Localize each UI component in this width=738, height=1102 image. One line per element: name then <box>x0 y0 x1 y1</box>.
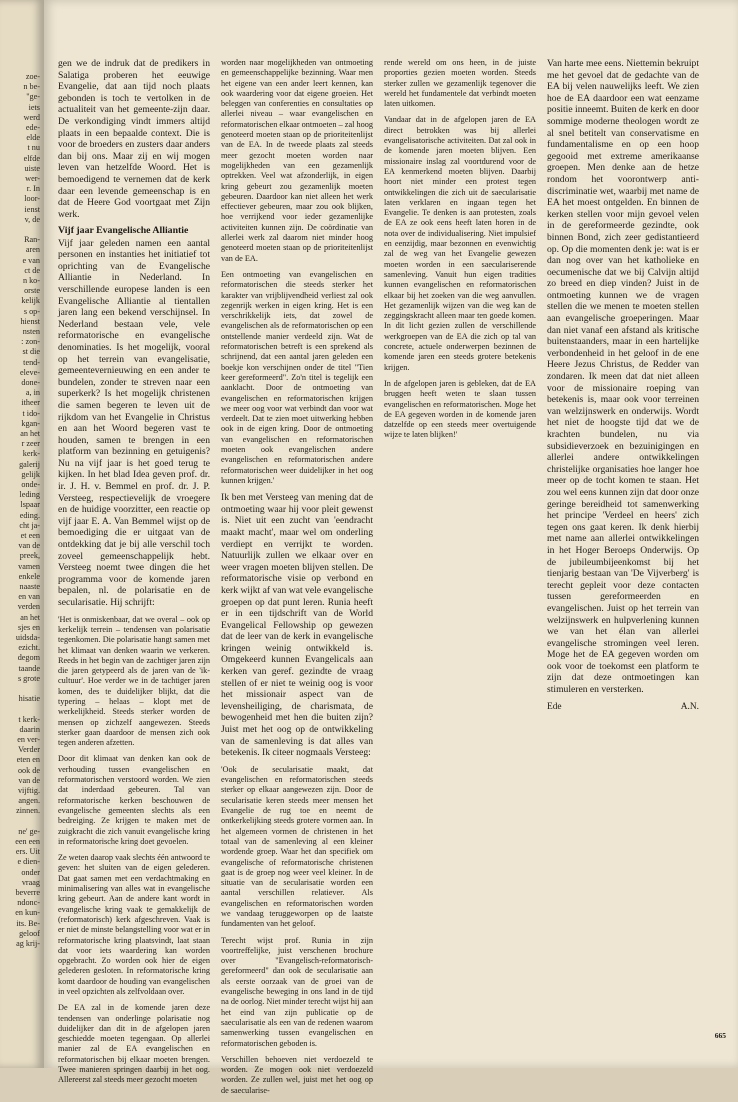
prev-page-fragment: orste <box>24 286 40 296</box>
prev-page-fragment: uidsda- <box>15 633 40 642</box>
prev-page-fragment: t kerk- <box>18 714 40 724</box>
prev-page-fragment: lspaar <box>20 500 40 510</box>
prev-page-fragment: eten en <box>16 755 40 765</box>
prev-page-fragment: Ran- <box>24 235 40 245</box>
section-heading: Vijf jaar Evangelische Alliantie <box>58 225 189 237</box>
prev-page-fragment: en ver- <box>17 735 40 744</box>
quote-paragraph: Ze weten daarop vaak slechts één antwoord te geven: het sluiten van de eigen gelederen. Dat gaat samen met een verdachtmaking en minimalisering van alles wat in evangelische kring gebeurt. Aan de andere kant wordt in evangelische kring vaak te gemakkelijk de (reformatorisch) kerk afgeschreven. Vaak is er niet de minste belangstelling voor wat er in reformatorische kring plaatsvindt, laat staan dat voor iets waardering kan worden opgebracht. Zo worden ook hier de eigen gelederen gesloten. In reformatorische kring komt daardoor de houding van evangelischen in veel opzichten als zelfvoldaan over. <box>58 853 210 996</box>
quote-paragraph: rende wereld om ons heen, in de juiste proporties gezien moeten worden. Steeds sterker zullen we gezamenlijk tegenover die wereld het fundamentele dat verbindt moeten laten uitkomen. <box>384 58 536 109</box>
prev-page-fragment: ag krij- <box>16 939 40 948</box>
prev-page-fragment: Verder <box>18 745 40 755</box>
quote-paragraph: 'Ook de secularisatie maakt, dat evangelischen en reformatorischen steeds sterker op elkaar aangewezen zijn. Door de secularisatie keren steeds meer mensen het Evangelie de rug toe en neemt de ontkerkelijking steeds grotere vormen aan. In het algemeen vormen de christenen in het totaal van de samenleving al een kleiner wordende groep. Waar het dan specifiek om evangelische of reformatorische christenen gaat is de groep nog weer veel kleiner. In de situatie van de secularisatie worden een aantal verschillen relatiever. Als evangelischen en reformatorischen worden we vandaag teruggeworpen op de laatste fundamenten van het geloof. <box>221 764 373 929</box>
prev-page-fragment: ndonc- <box>17 898 40 908</box>
prev-page-fragment: vraag <box>21 877 40 887</box>
signature-place: Ede <box>547 701 562 712</box>
prev-page-fragment: verden <box>17 602 40 612</box>
prev-page-fragment: t nu <box>27 143 40 153</box>
paragraph: Ik ben met Versteeg van mening dat de ontmoeting waar hij voor pleit gewenst is. Niet uit een zucht van 'eendracht maakt macht', maar wel om onderling verdiept en verrijkt te worden. Natuurlijk zullen we elkaar over en weer vragen moeten blijven stellen. De reformatorische visie op verbond en kerk wijkt af van wat vele evangelische groepen op dat punt leren. Runia heeft er in een tijdschrift van de World Evangelical Fellowship op gewezen dat de leer van de kerk in evangelische kringen weinig ontwikkeld is. Omgekeerd kunnen Evangelicals aan kerken van geref. gezindte de vraag stellen of er niet te weinig oog is voor het missionair aspect van de levensheiliging, de charismata, de bewogenheid met hen die buiten zijn? Juist met het oog op de ontwikkeling van de samenleving is dat alles van betekenis. Ik citeer nogmaals Versteeg: <box>221 492 373 759</box>
prev-page-fragment: done- <box>21 378 40 387</box>
prev-page-fragment: eleve- <box>20 367 40 377</box>
prev-page-fragment: elde <box>26 133 40 143</box>
quote-paragraph: Verschillen behoeven niet verdoezeld te worden. Ze mogen ook niet verdoezeld worden. Ze zullen wel, juist met het oog op de saecularise- <box>221 1054 373 1095</box>
prev-page-fragment: van de <box>18 541 40 551</box>
prev-page-fragment: ienst <box>24 204 40 214</box>
prev-page-fragment: leding <box>19 490 40 500</box>
prev-page-fragment: elfde <box>23 153 40 163</box>
prev-page-fragment: "ge- <box>26 92 40 102</box>
quote-paragraph: Een ontmoeting van evangelischen en reformatorischen die steeds sterker het karakter van vrijblijvendheid verliest zal ook zegenrijk werken in eigen kring. Het is een verschrikkelijk iets, dat zowel de evangelischen als de reformatorischen op een ontstellende manier verdeeld zijn. Wat de reformatorischen betreft is een sprekend als schrijnend, dat een aantal jaren geleden een boekje kon verschijnen onder de titel "Tien keer gereformeerd". Zo'n titel is tegelijk een aanklacht. Door de ontmoeting van evangelischen en reformatorischen krijgen we meer oog voor wat verbindt dan voor wat verdeelt. Dat te zien moet uitwerking hebben ook in de eigen kring. Door de ontmoeting van evangelischen en reformatorischen moeten ook evangelischen andere evangelischen en reformatorischen andere reformatorischen weer duidelijker in het oog kunnen krijgen.' <box>221 269 373 485</box>
prev-page-fragment: kerk- <box>22 449 40 459</box>
prev-page-fragment: vijftig. <box>17 786 40 795</box>
prev-page-fragment: kelijk <box>21 296 40 306</box>
prev-page-fragment: galerij <box>19 459 40 469</box>
prev-page-fragment: n ko- <box>22 276 40 285</box>
prev-page-fragment: tend- <box>23 357 40 367</box>
quote-paragraph: Door dit klimaat van denken kan ook de verhouding tussen evangelischen en reformatorischen verstoord worden. We zien dat inderdaad gebeuren. Tal van reformatorische kerken beschouwen de evangelische gemeenten slechts als een bedreiging. Ze krijgen te maken met de zuigkracht die zich vanuit evangelische kring in reformatorische kring doet gevoelen. <box>58 754 210 846</box>
column-1 <box>58 58 210 1092</box>
prev-page-fragment: wer- <box>25 174 40 183</box>
prev-page-fragment: iets <box>28 102 40 112</box>
paragraph: gen we de indruk dat de predikers in Salatiga proberen het eeuwige Evangelie, dat aan tijd noch plaats gebonden is toch te vertolken in de actualiteit van het gemeente-zijn daar. De verkondiging vindt immers altijd plaats in een bepaalde context. Die is voor de broeders en zusters daar anders dan bij ons. Maar zij en wij mogen leven van hetzelfde Woord. Het is bemoedigend te vernemen dat de kerk daar een levende gemeenschap is en dat de Heere God voortgaat met Zijn werk. <box>58 58 210 220</box>
prev-page-fragment: hisatie <box>18 694 40 704</box>
prev-page-fragment: daarin <box>19 724 40 734</box>
quote-paragraph: Terecht wijst prof. Runia in zijn voortreffelijke, juist verschenen brochure over "Evangelisch-reformatorisch-gereformeerd" dan ook de secularisatie aan als eerste oorzaak van de groei van de evangelische beweging in ons land in de tijd na de oorlog. Niet minder terecht wijst hij aan het eind van zijn publicatie op de saecularisatie als een van de redenen waarom samenwerking tussen evangelischen en reformatorischen geboden is. <box>221 935 373 1048</box>
prev-page-fragment: beverre <box>15 888 40 897</box>
quote-paragraph: 'Het is onmiskenbaar, dat we overal – ook op kerkelijk terrein – tendensen van polarisatie tegenkomen. Die polarisatie hangt samen met het klimaat van denken waarin we verkeren. Reeds in het begin van de zachtiger jaren zijn die jaren getypeerd als de jaren van de 'ik-cultuur'. Hoe verder we in de tachtiger jaren komen, des te duidelijker blijkt, dat die typering – helaas – klopt met de werkelijkheid. Steeds sterker worden de mensen op zichzelf aangewezen. Steeds sterker gaan daardoor de mensen zich ook tegen anderen afzetten. <box>58 614 210 748</box>
prev-page-fragment: preek, <box>19 551 40 561</box>
prev-page-fragment: ook de <box>17 765 40 775</box>
prev-page-fragment: angen. <box>18 796 40 806</box>
prev-page-fragment: itheer <box>21 398 40 408</box>
prev-page-fragment: s grote <box>17 673 40 683</box>
prev-page-fragment: r. In <box>26 184 40 194</box>
prev-page-fragment: onder <box>21 867 40 877</box>
prev-page-fragment: enkele <box>18 571 40 581</box>
prev-page-fragment: st die <box>22 347 40 357</box>
prev-page-fragment: ede- <box>25 123 40 132</box>
prev-page-fragment: taande <box>18 663 40 673</box>
prev-page-fragment: vamen <box>18 561 40 571</box>
prev-page-fragment: t ido- <box>22 408 40 418</box>
prev-page-fragment: sjes en <box>17 622 40 632</box>
prev-page-fragment: geloof <box>19 928 40 938</box>
previous-page-edge <box>0 0 44 1068</box>
prev-page-fragment: uiste <box>24 163 40 173</box>
signature <box>547 702 699 712</box>
prev-page-fragment: zoe- <box>25 72 40 81</box>
magazine-page <box>44 0 738 1095</box>
prev-page-fragment: e van <box>22 255 40 265</box>
prev-page-fragment: werd <box>23 112 40 122</box>
prev-page-fragment: eding. <box>19 510 40 520</box>
prev-page-fragment: gelijk <box>21 469 40 479</box>
prev-page-fragment: et een <box>20 531 40 540</box>
prev-page-fragment: van de <box>18 775 40 785</box>
prev-page-fragment: : zon- <box>21 337 40 347</box>
prev-page-fragment: ne' ge- <box>18 826 40 836</box>
prev-page-fragment: en van <box>18 592 40 602</box>
prev-page-fragment: r zeer <box>21 439 40 449</box>
quote-paragraph: Vandaar dat in de afgelopen jaren de EA direct betrokken was bij allerlei evangelisatorische activiteiten. Dat zal ook in de komende jaren moeten blijven. Een missionaire inslag zal voortdurend voor de EA kenmerkend moeten blijven. Daarbij hoort niet minder een protest tegen ontwikkelingen die zich uit de saecularisatie laten verklaren en ingaan tegen het Evangelie. Te denken is aan protesten, zoals de EA ze ook eens heeft laten horen in de nota over de individualisering. Niet impulsief en eenzijdig, maar bezonnen en evenwichtig zal de weg van het Evangelie gewezen moeten worden in een saeculariserende samenleving. Vanuit hun eigen tradities kunnen evangelischen en reformatorischen elkaar bij het zoeken van die weg aanvullen. Het gezamenlijk wijzen van die weg kan de zeggingskracht alleen maar ten goede komen. In dit licht gezien zullen de verschillende werkgroepen van de EA die zich op tal van concrete, actuele onderwerpen bezinnen de komende jaren een steeds grotere betekenis krijgen. <box>384 115 536 372</box>
prev-page-fragment: its. Be- <box>16 918 40 928</box>
prev-page-fragment: en kun- <box>15 908 40 918</box>
prev-page-fragment: e dien- <box>17 857 40 867</box>
prev-page-fragment: nsten <box>22 327 40 336</box>
prev-page-fragment: kgan- <box>21 418 40 428</box>
prev-page-fragment: n be- <box>23 82 40 92</box>
prev-page-fragment: degom <box>17 653 40 663</box>
signature-author: A.N. <box>680 701 699 712</box>
prev-page-fragment: a, in <box>25 388 40 398</box>
prev-page-fragment: cht ja- <box>19 520 40 530</box>
column-2 <box>221 58 373 1102</box>
prev-page-fragment: zinnen. <box>16 806 40 816</box>
prev-page-fragment: onde- <box>21 480 40 489</box>
prev-page-fragment: s op- <box>23 306 40 316</box>
prev-page-fragment: v, de <box>24 214 40 224</box>
prev-page-fragment: an het <box>20 429 40 438</box>
prev-page-fragment: aren <box>25 245 40 255</box>
paragraph: Van harte mee eens. Niettemin bekruipt me het gevoel dat de gedachte van de EA bij velen nauwelijks leeft. We zien hoe de EA daardoor een wat eenzame positie inneemt. Buiten de kerk en door sommige moderne theologen wordt ze al snel betitelt van conservatisme en fundamentalisme en op een hoop gegooid met extreme amerikaanse groepen. Men denke aan de hetze rondom het voorontwerp anti-discriminatie wet, waarbij met name de EA het moest ontgelden. En binnen de kerken stellen voor mijn gevoel velen in de gereformeerde gezindte, ook binnen Bond, zich zeer gedistantieerd op. Op die momenten denk je: wat is er dan nog over van het katholieke en oecumenische dat we bij Calvijn altijd zo breed en diep vinden? Juist in de ontmoeting kunnen we de vragen stellen die we menen te moeten stellen aan evangelische groeperingen. Maar dan niet vanaf een afstand als kritische buitenstaanders, maar in een hartelijke verbondenheid in het geloof in de ene Heere Jezus Christus, de Redder van zondaren. Ik meen dat dat niet alleen voor de missionaire roeping van betekenis is, maar ook voor terreinen van welzijnswerk en onderwijs. Wordt het niet de hoogste tijd dat we de krachten bundelen, nu via subsidieverzoek en bezuinigingen en allerlei andere ontwikkelingen christelijke organisaties hoe langer hoe meer op de tocht komen te staan. Het zou wel eens kunnen zijn dat door onze geringe bereidheid tot samenwerking het principe 'Verdeel en heers' zich tegen ons gaat keren. Ik denk hierbij met name aan allerlei ontwikkelingen in het Hoger Beroeps Onderwijs. Op de jubileumbijeenkomst bij het tienjarig bestaan van 'De Vijverberg' is terecht gepleit voor deze contacten tussen gereformeerden en evangelischen. Juist op het terrein van welzijnswerk en hulpverlening kunnen we van het élan van allerlei evangelische stromingen veel leren. Moge het de EA gegeven worden om ook voor de toekomst een platform te zijn dat deze ontmoetingen kan stimuleren en versterken. <box>547 58 699 696</box>
quote-paragraph: worden naar mogelijkheden van ontmoeting en gemeenschappelijke bezinning. Waar men het eigene van een ander leert kennen, kan ook waardering voor dat eigene groeien. Het beleggen van conferenties en consultaties op allerlei niveau – waar evangelischen en reformatorischen elkaar ontmoeten – zal hoog genoteerd moeten staan op de prioriteitenlijst van de EA. In de tweede plaats zal steeds meer gezocht moeten worden naar mogelijkheden van een gezamenlijk optrekken. Veel wat afzonderlijk, in eigen kring gebeurt zou gezamenlijk moeten gebeuren. Daardoor kan niet alleen het werk effectiever gebeuren, maar zou ook blijken, hoe verrijkend voor ieder gezamenlijke activiteiten kunnen zijn. De coördinatie van allerlei werk zal daarom niet minder hoog genoteerd moeten staan op de prioriteitenlijst van de EA. <box>221 58 373 263</box>
paragraph: Vijf jaar geleden namen een aantal personen en instanties het initiatief tot oprichting van de Evangelische Alliantie in Nederland. In verschillende europese landen is een Evangelische Alliantie al tientallen jaren lang een bekend verschijnsel. In Nederland bestaan vele, vele reformatorische en evangelische denominaties. Is het mogelijk, vooral op het terrein van evangelisatie, gemeentevernieuwing en een ander te bundelen, zonder te streven naar een superkerk? Is het mogelijk christenen die samen begeren te leven uit de rijkdom van het Evangelie in Christus en aan het Woord begeren vast te houden, samen te brengen in een platform van bezinning en getuigenis? Nu na vijf jaar is het goed terug te kijken. In het blad Idea geven prof. dr. ir. J. H. v. Bemmel en prof. dr. J. P. Versteeg, respectievelijk de vroegere en de huidige voorzitter, een reactie op vijf jaar E. A. Van Bemmel wijst op de bemoediging die er uitgaat van de ontdekking dat je bij alle verschil toch zoveel gemeenschappelijk hebt. Versteeg noemt twee dingen die het programma voor de komende jaren bepalen, nl. de polarisatie en de secularisatie. Hij schrijft: <box>58 237 210 609</box>
prev-page-fragment: loor- <box>24 194 40 204</box>
column-4 <box>547 58 699 712</box>
quote-paragraph: De EA zal in de komende jaren deze tendensen van onderlinge polarisatie nog duidelijker dan dit in de afgelopen jaren geschiedde moeten tegengaan. Op allerlei manier zal de EA evangelischen en reformatorischen bij elkaar moeten brengen. Twee manieren springen daarbij in het oog. Allereerst zal steeds meer gezocht moeten <box>58 1003 210 1085</box>
prev-page-fragment: an het <box>20 612 40 622</box>
prev-page-fragment: ers. Uit <box>15 847 40 857</box>
prev-page-fragment: ct de <box>24 265 40 275</box>
prev-page-fragment: een een <box>15 837 40 846</box>
prev-page-fragment: ezicht. <box>18 643 40 653</box>
prev-page-fragment: hienst <box>20 316 40 326</box>
quote-paragraph: In de afgelopen jaren is gebleken, dat de EA bruggen heeft weten te slaan tussen evangelischen en reformatorischen. Moge het de EA gegeven worden in de komende jaren datzelfde op een steeds meer overtuigende wijze te laten blijken!' <box>384 378 536 440</box>
page-number: 665 <box>714 1031 726 1040</box>
prev-page-fragment: naaste <box>19 582 40 591</box>
column-3 <box>384 58 536 447</box>
